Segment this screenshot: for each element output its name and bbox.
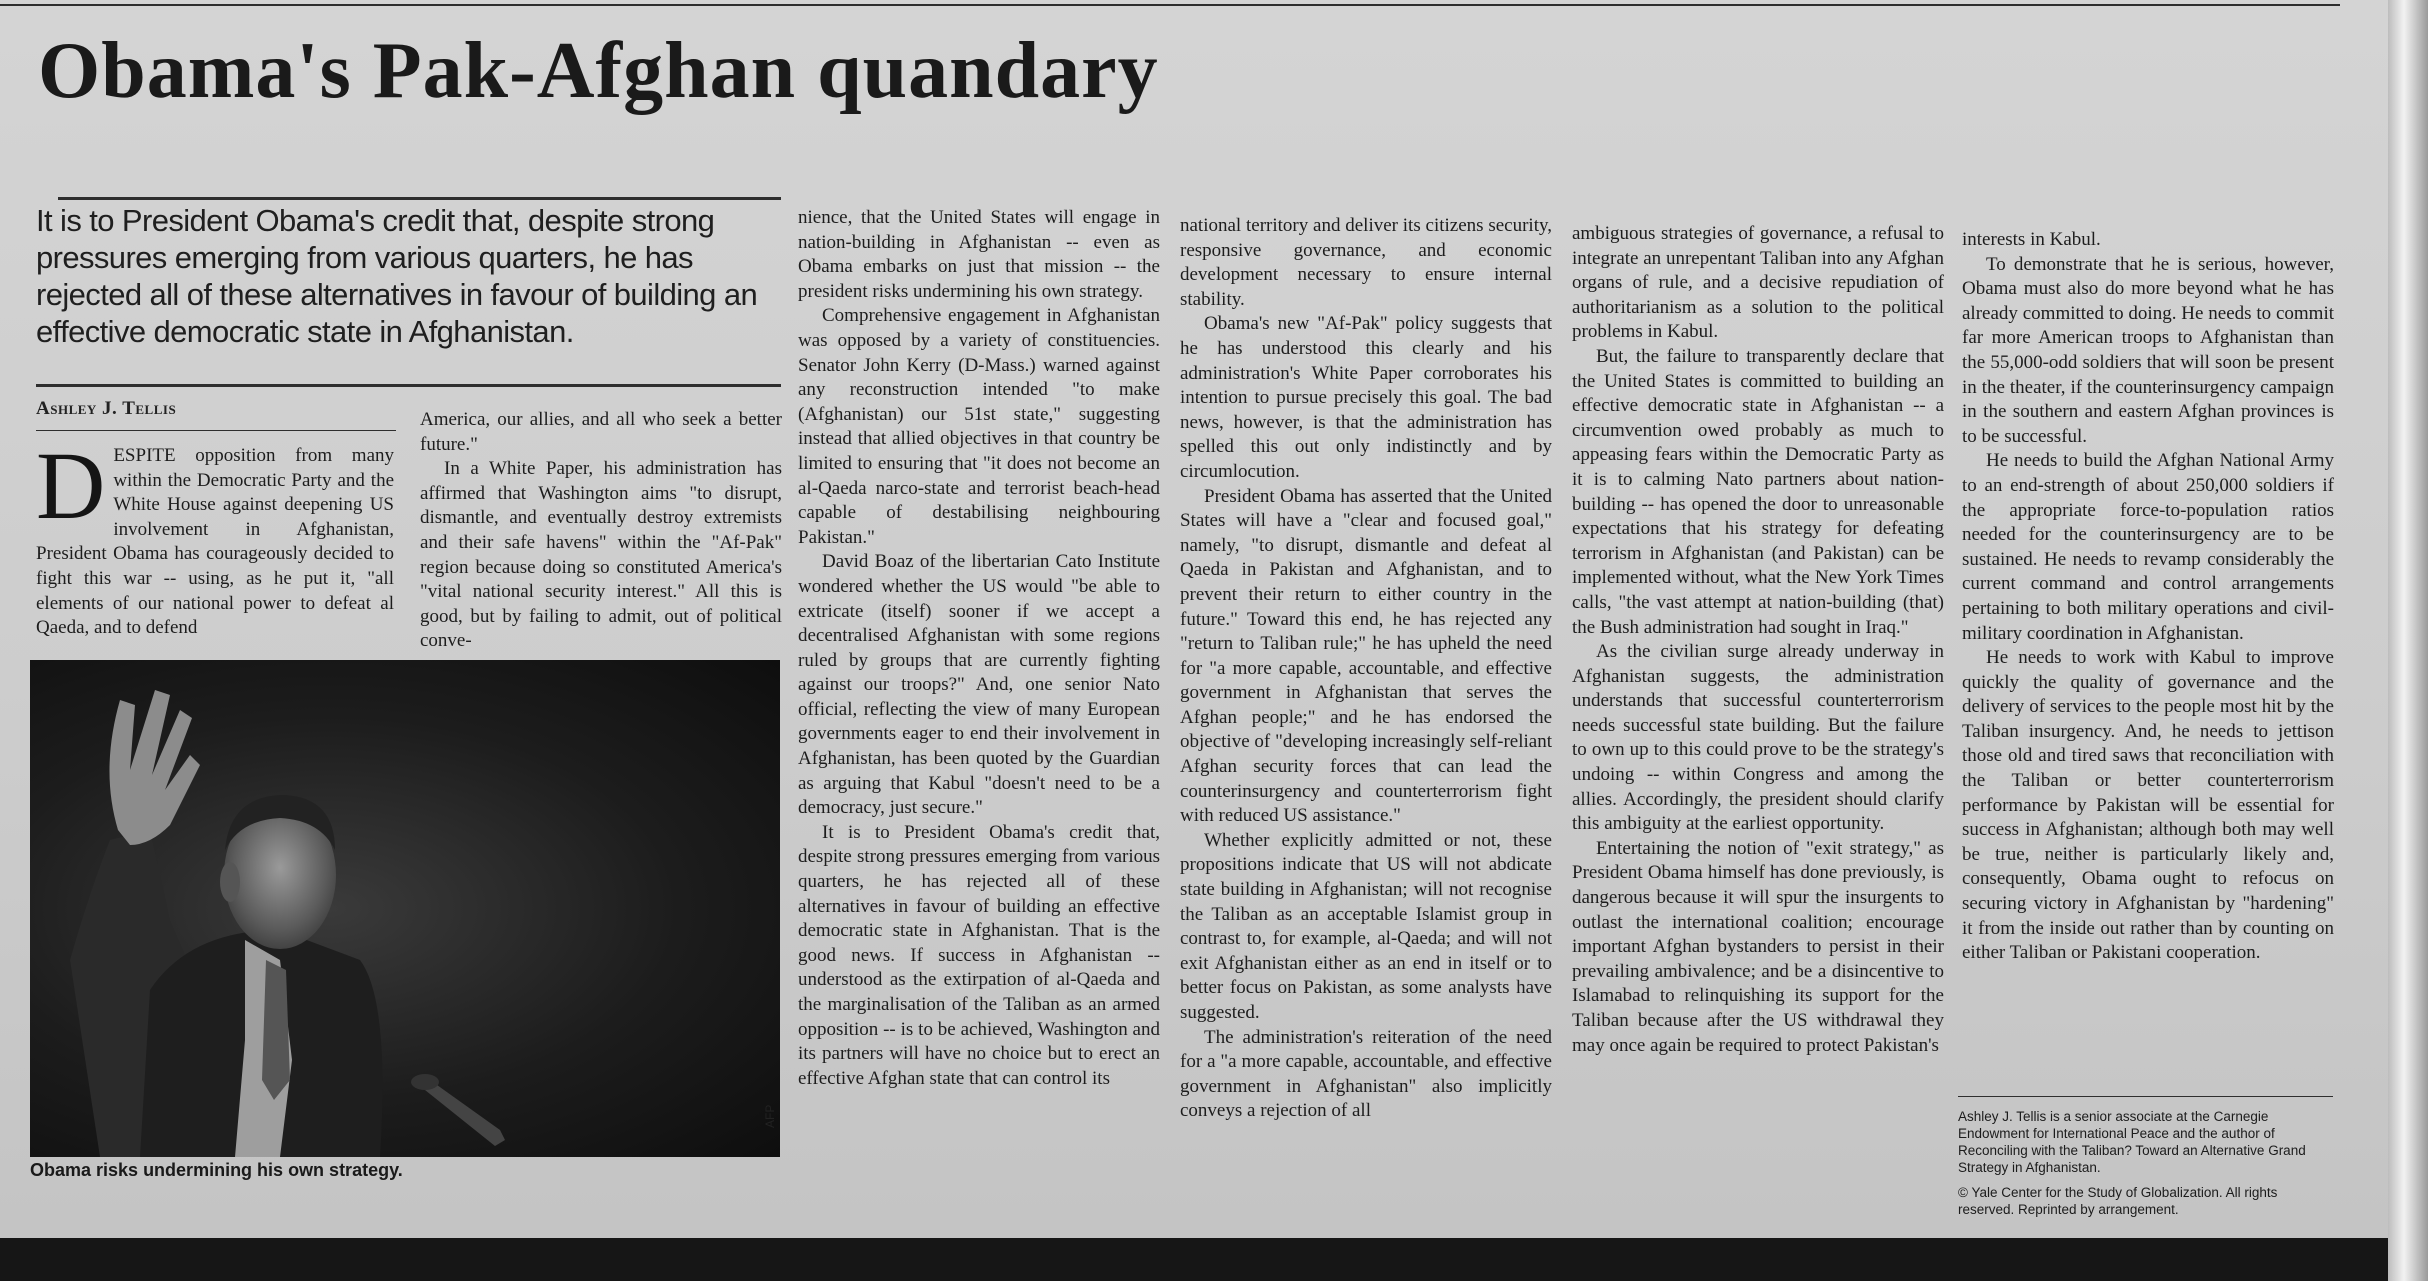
- column-3: [798, 206, 1160, 1091]
- col5-para: ambiguous strategies of governance, a refusal to integrate an unrepentant Taliban into any Afghan organs of rule, and a decisive repudiation of authoritarianism as a solution to the political problems in Kabul.: [1572, 223, 1944, 343]
- col5-para: Entertaining the notion of "exit strategy," as President Obama himself has done previously, is dangerous because it will spur the insurgents to outlast the international coalition; encourage important Afghan bystanders to persist in their prevailing ambivalence; and be a disincentive to Islamabad to relinquishing its support for the Taliban because after the US withdrawal they may once again be required to protect Pakistan's: [1572, 837, 1944, 1056]
- col6-para: interests in Kabul.: [1962, 229, 2101, 250]
- top-rule: [0, 4, 2340, 6]
- col6-para: He needs to build the Afghan National Army to an end-strength of about 250,000 soldiers if the appropriate force-to-population ratios needed for the counterinsurgency are to be sustained. He needs to revamp considerably the current command and control arrangements pertaining to both military operations and civil-military coordination in Afghanistan.: [1962, 450, 2334, 644]
- photo-caption: Obama risks undermining his own strategy.: [30, 1160, 403, 1180]
- col4-para: national territory and deliver its citizens security, responsive governance, and economic development necessary to ensure internal stability.: [1180, 215, 1552, 310]
- author-bio: [1958, 1108, 2333, 1226]
- col3-para: Comprehensive engagement in Afghanistan was opposed by a variety of constituencies. Senator John Kerry (D-Mass.) warned against any reconstruction intended "to make (Afghanistan) our 51st state," suggesting instead that allied objectives in that country be limited to ensuring that "it does not become an al-Qaeda narco-state and terrorist beach-head capable of destabilising neighbouring Pakistan.": [798, 305, 1160, 548]
- copyright-notice: © Yale Center for the Study of Globalization. All rights reserved. Reprinted by arrangement.: [1958, 1185, 2278, 1217]
- column-4: [1180, 214, 1552, 1124]
- column-2: [420, 408, 782, 654]
- obama-photo: [30, 660, 780, 1157]
- column-5: [1572, 222, 1944, 1058]
- col3-para: It is to President Obama's credit that, despite strong pressures emerging from various quarters, he has rejected all of these alternatives in favour of building an effective democratic state in Afghanistan. That is the good news. If success in Afghanistan -- understood as the extirpation of al-Qaeda and the marginalisation of the Taliban as an armed opposition -- is to be achieved, Washington and its partners will have no choice but to erect an effective Afghan state that can control its: [798, 821, 1160, 1089]
- column-1: [36, 432, 394, 641]
- standfirst-top-rule: [58, 197, 781, 200]
- col6-para: To demonstrate that he is serious, however, Obama must also do more beyond what he has already committed to doing. He needs to commit far more American troops to Afghanistan than the 55,000-odd soldiers that will soon be present in the theater, if the counterinsurgency campaign in the southern and eastern Afghan provinces is to be successful.: [1962, 253, 2334, 447]
- col4-para: Obama's new "Af-Pak" policy suggests that he has understood this clearly and his administration's White Paper corroborates his intention to pursue precisely this goal. The bad news, however, is that the administration has spelled this out only indistinctly and by circumlocution.: [1180, 313, 1552, 482]
- col1-para: [36, 432, 394, 641]
- standfirst-bottom-rule: [36, 384, 781, 387]
- byline-rule: [36, 430, 396, 431]
- col5-para: But, the failure to transparently declare that the United States is committed to building an effective democratic state in Afghanistan -- a circumvention owed probably as much to appeasing fears within the Democratic Party as it is to calming Nato partners about nation-building -- has opened the door to unreasonable expectations that his strategy for defeating terrorism in Afghanistan (and Pakistan) can be implemented without, what the New York Times calls, "the vast attempt at nation-building (that) the Bush administration had sought in Iraq.": [1572, 345, 1944, 638]
- col1-text: ESPITE opposition from many within the Democratic Party and the White House against deepening US involvement in Afghanistan, President Obama has courageously decided to fight this war -- using, as he put it, "all elements of our national power to defeat al Qaeda, and to defend: [36, 445, 394, 639]
- col4-para: The administration's reiteration of the need for a "a more capable, accountable, and effective government in Afghanistan" also implicitly conveys a rejection of all: [1180, 1026, 1552, 1122]
- page-edge: [2388, 0, 2428, 1281]
- col6-para: He needs to work with Kabul to improve quickly the quality of governance and the delivery of services to the people most hit by the Taliban insurgency. And, he needs to jettison those old and tired saws that reconciliation with the Taliban or better counterterrorism performance by Pakistan will be essential for success in Afghanistan; although both may well be true, neither is particularly likely and, consequently, Obama ought to refocus on securing victory in Afghanistan by "hardening" it from the inside out rather than by counting on either Taliban or Pakistani cooperation.: [1962, 647, 2334, 964]
- standfirst: It is to President Obama's credit that, despite strong pressures emerging from various quarters, he has rejected all of these alternatives in favour of building an effective democratic state in Afghanistan.: [36, 203, 758, 349]
- obama-photo-illustration: [30, 660, 780, 1157]
- col4-para: President Obama has asserted that the United States will have a "clear and focused goal," namely, "to disrupt, dismantle and defeat al Qaeda in Pakistan and Afghanistan, and to prevent their return to either country in the future." Toward this end, he has rejected any "return to Taliban rule;" he has upheld the need for "a more capable, accountable, and effective government in Afghanistan that serves the Afghan people;" and he has endorsed the objective of "developing increasingly self-reliant Afghan security forces that can lead the counterinsurgency and counterterrorism fight with reduced US assistance.": [1180, 485, 1552, 827]
- author-bio-text: Ashley J. Tellis is a senior associate at the Carnegie Endowment for International Peace and the author of Reconciling with the Taliban? Toward an Alternative Grand Strategy in Afghanistan.: [1958, 1109, 2306, 1175]
- byline: Ashley J. Tellis: [36, 398, 177, 419]
- col3-para: David Boaz of the libertarian Cato Institute wondered whether the US would "be able to extricate (itself) sooner if we accept a decentralised Afghanistan with some regions ruled by groups that are currently fighting against our troops?" And, one senior Nato official, reflecting the view of many European governments eager to end their involvement in Afghanistan, has been quoted by the Guardian as arguing that Kabul "doesn't need to be a democracy, just secure.": [798, 551, 1160, 819]
- drop-cap: D: [36, 432, 106, 539]
- col2-para: In a White Paper, his administration has affirmed that Washington aims "to disrupt, dismantle, and eventually destroy extremists and their safe havens" within the "Af-Pak" region because doing so constituted America's "vital national security interest." All this is good, but by failing to admit, out of political conve-: [420, 458, 782, 652]
- scan-bottom-shadow: [0, 1238, 2388, 1281]
- col2-para: America, our allies, and all who seek a better future.": [420, 409, 782, 455]
- bio-rule: [1958, 1096, 2333, 1097]
- headline: Obama's Pak-Afghan quandary: [38, 27, 1159, 115]
- photo-credit: AFP: [763, 1104, 777, 1128]
- col5-para: As the civilian surge already underway in Afghanistan suggests, the administration understands that successful counterterrorism needs successful state building. But the failure to own up to this could prove to be the strategy's undoing -- within Congress and among the allies. Accordingly, the president should clarify this ambiguity at the earliest opportunity.: [1572, 641, 1944, 835]
- column-6: [1962, 228, 2334, 966]
- col3-para: nience, that the United States will engage in nation-building in Afghanistan -- even as Obama embarks on just that mission -- the president risks undermining his own strategy.: [798, 207, 1160, 302]
- col4-para: Whether explicitly admitted or not, these propositions indicate that US will not abdicate state building in Afghanistan; will not recognise the Taliban as an acceptable Islamist group in contrast to, for example, al-Qaeda; and will not exit Afghanistan either as an end in itself or to better focus on Pakistan, as some analysts have suggested.: [1180, 829, 1552, 1023]
